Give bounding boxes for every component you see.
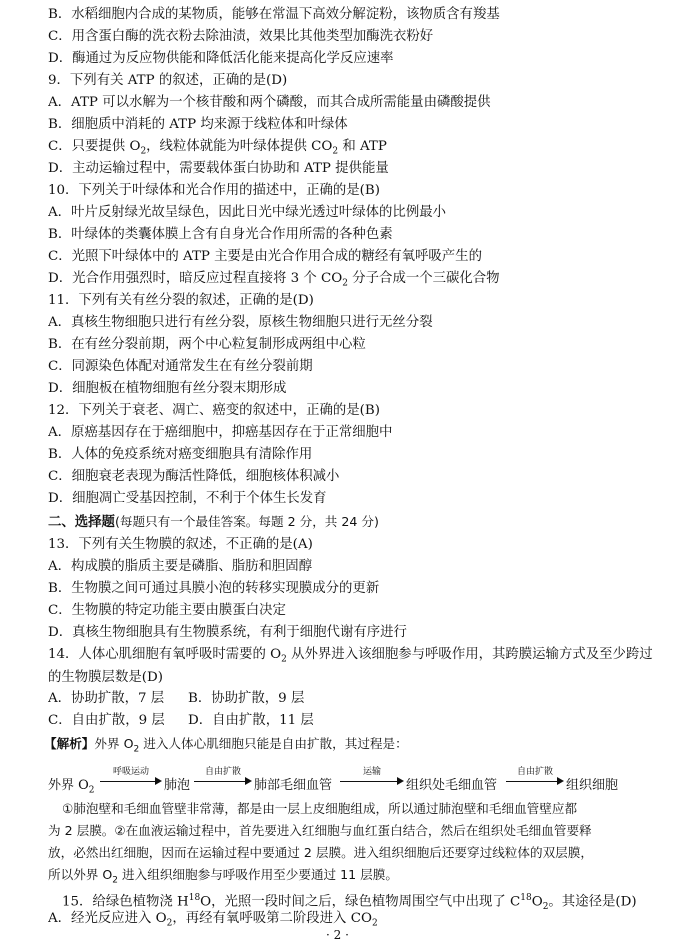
pathway-node-alveolus: 肺泡: [164, 778, 191, 793]
section-title: 二、选择题: [48, 514, 115, 530]
q11-option-d: D．细胞板在植物细胞有丝分裂末期形成: [48, 381, 287, 396]
q10-option-c: C．光照下叶绿体中的 ATP 主要是由光合作用合成的糖经有氧呼吸产生的: [48, 249, 482, 264]
q12-option-d: D．细胞凋亡受基因控制，不利于个体生长发育: [48, 491, 327, 506]
q15-option-a: A．经光反应进入 $O_2$，再经有氧呼吸第二阶段进入 $CO_2$: [48, 911, 378, 929]
q11-option-b: B．在有丝分裂前期，两个中心粒复制形成两组中心粒: [48, 337, 366, 352]
q10-stem: 10．下列关于叶绿体和光合作用的描述中，正确的是(B): [48, 183, 380, 198]
q9-stem: 9．下列有关 ATP 的叙述，正确的是(D): [48, 73, 288, 88]
analysis-label: 【解析】: [44, 736, 95, 751]
q10-option-d: D．光合作用强烈时，暗反应过程直接将 3 个 $CO_2$ 分子合成一个三碳化合物: [48, 271, 500, 289]
q12-option-c: C．细胞衰老表现为酶活性降低，细胞核体积减小: [48, 469, 340, 484]
pathway-start: 外界 $O_2$: [48, 778, 95, 796]
explain-line-4: 所以外界 $O_2$ 进入组织细胞参与呼吸作用至少要通过 11 层膜。: [48, 867, 398, 886]
q14-option-a: A．协助扩散，7 层: [48, 691, 165, 706]
q13-option-d: D．真核生物细胞具有生物膜系统，有利于细胞代谢有序进行: [48, 625, 407, 640]
q9-option-a: A．ATP 可以水解为一个核苷酸和两个磷酸，而其合成所需能量由磷酸提供: [48, 95, 491, 110]
oxygen-pathway-diagram: 外界 $O_2$ 呼吸运动 肺泡 自由扩散 肺部毛细血管 运输 组织处毛细血管 自由扩散 组织细胞: [48, 767, 619, 796]
q11-stem: 11．下列有关有丝分裂的叙述，正确的是(D): [48, 293, 314, 308]
q13-option-a: A．构成膜的脂质主要是磷脂、脂肪和胆固醇: [48, 559, 313, 574]
q14-analysis: 【解析】外界 $O_2$ 进入人体心肌细胞只能是自由扩散，其过程是：: [44, 736, 408, 755]
q12-stem: 12．下列关于衰老、凋亡、癌变的叙述中，正确的是(B): [48, 403, 380, 418]
q8-option-b: B．水稻细胞内合成的某物质，能够在常温下高效分解淀粉，该物质含有羧基: [48, 7, 500, 22]
page-number: · 2 ·: [326, 928, 349, 942]
q10-option-a: A．叶片反射绿光故呈绿色，因此日光中绿光透过叶绿体的比例最小: [48, 205, 446, 220]
q8-option-d: D．酶通过为反应物供能和降低活化能来提高化学反应速率: [48, 51, 394, 66]
section-heading: [48, 513, 651, 532]
pathway-node-tissue-capillary: 组织处毛细血管: [406, 778, 498, 793]
q13-stem: 13．下列有关生物膜的叙述，不正确的是(A): [48, 537, 313, 552]
q14-options-cd: [48, 712, 651, 730]
explain-line-1: ①肺泡壁和毛细血管壁非常薄，都是由一层上皮细胞组成，所以通过肺泡壁和毛细血管壁应都: [62, 801, 578, 816]
explain-line-3: 放，必然出红细胞，因而在运输过程中要通过 2 层膜。进入组织细胞后还要穿过线粒体的双层膜，: [48, 845, 593, 860]
q14-option-c: C．自由扩散，9 层: [48, 713, 165, 728]
q9-option-c: C．只要提供 $O_2$，线粒体就能为叶绿体提供 $CO_2$ 和 ATP: [48, 139, 387, 157]
section-note: (每题只有一个最佳答案。每题 2 分，共 24 分): [114, 514, 379, 529]
q11-option-c: C．同源染色体配对通常发生在有丝分裂前期: [48, 359, 313, 374]
q10-option-b: B．叶绿体的类囊体膜上含有自身光合作用所需的各种色素: [48, 227, 393, 242]
q9-option-b: B．细胞质中消耗的 ATP 均来源于线粒体和叶绿体: [48, 117, 348, 132]
pathway-node-tissue-cell: 组织细胞: [566, 778, 619, 793]
q9-option-d: D．主动运输过程中，需要载体蛋白协助和 ATP 提供能量: [48, 161, 389, 176]
q14-stem: 14．人体心肌细胞有氧呼吸时需要的 $O_2$ 从外界进入该细胞参与呼吸作用，其跨膜运输方式及至少跨过的生物膜层数是(D): [48, 647, 653, 685]
q12-option-b: B．人体的免疫系统对癌变细胞具有清除作用: [48, 447, 313, 462]
q14-option-b: B．协助扩散，9 层: [188, 691, 305, 706]
q8-option-c: C．用含蛋白酶的洗衣粉去除油渍，效果比其他类型加酶洗衣粉好: [48, 29, 434, 44]
q13-option-b: B．生物膜之间可通过具膜小泡的转移实现膜成分的更新: [48, 581, 380, 596]
q12-option-a: A．原癌基因存在于癌细胞中，抑癌基因存在于正常细胞中: [48, 425, 393, 440]
q15-stem: 15．给绿色植物浇 $H^{18}O$，光照一段时间之后，绿色植物周围空气中出现了 $C^{18}O_2$。其途径是(D): [62, 893, 637, 913]
q14-options-ab: [48, 690, 651, 708]
explain-line-2: 为 2 层膜。②在血液运输过程中，首先要进入红细胞与血红蛋白结合，然后在组织处毛细血管要释: [48, 823, 592, 838]
q13-option-c: C．生物膜的特定功能主要由膜蛋白决定: [48, 603, 286, 618]
q14-option-d: D．自由扩散，11 层: [188, 713, 314, 728]
q11-option-a: A．真核生物细胞只进行有丝分裂，原核生物细胞只进行无丝分裂: [48, 315, 433, 330]
pathway-node-lung-capillary: 肺部毛细血管: [254, 778, 333, 793]
